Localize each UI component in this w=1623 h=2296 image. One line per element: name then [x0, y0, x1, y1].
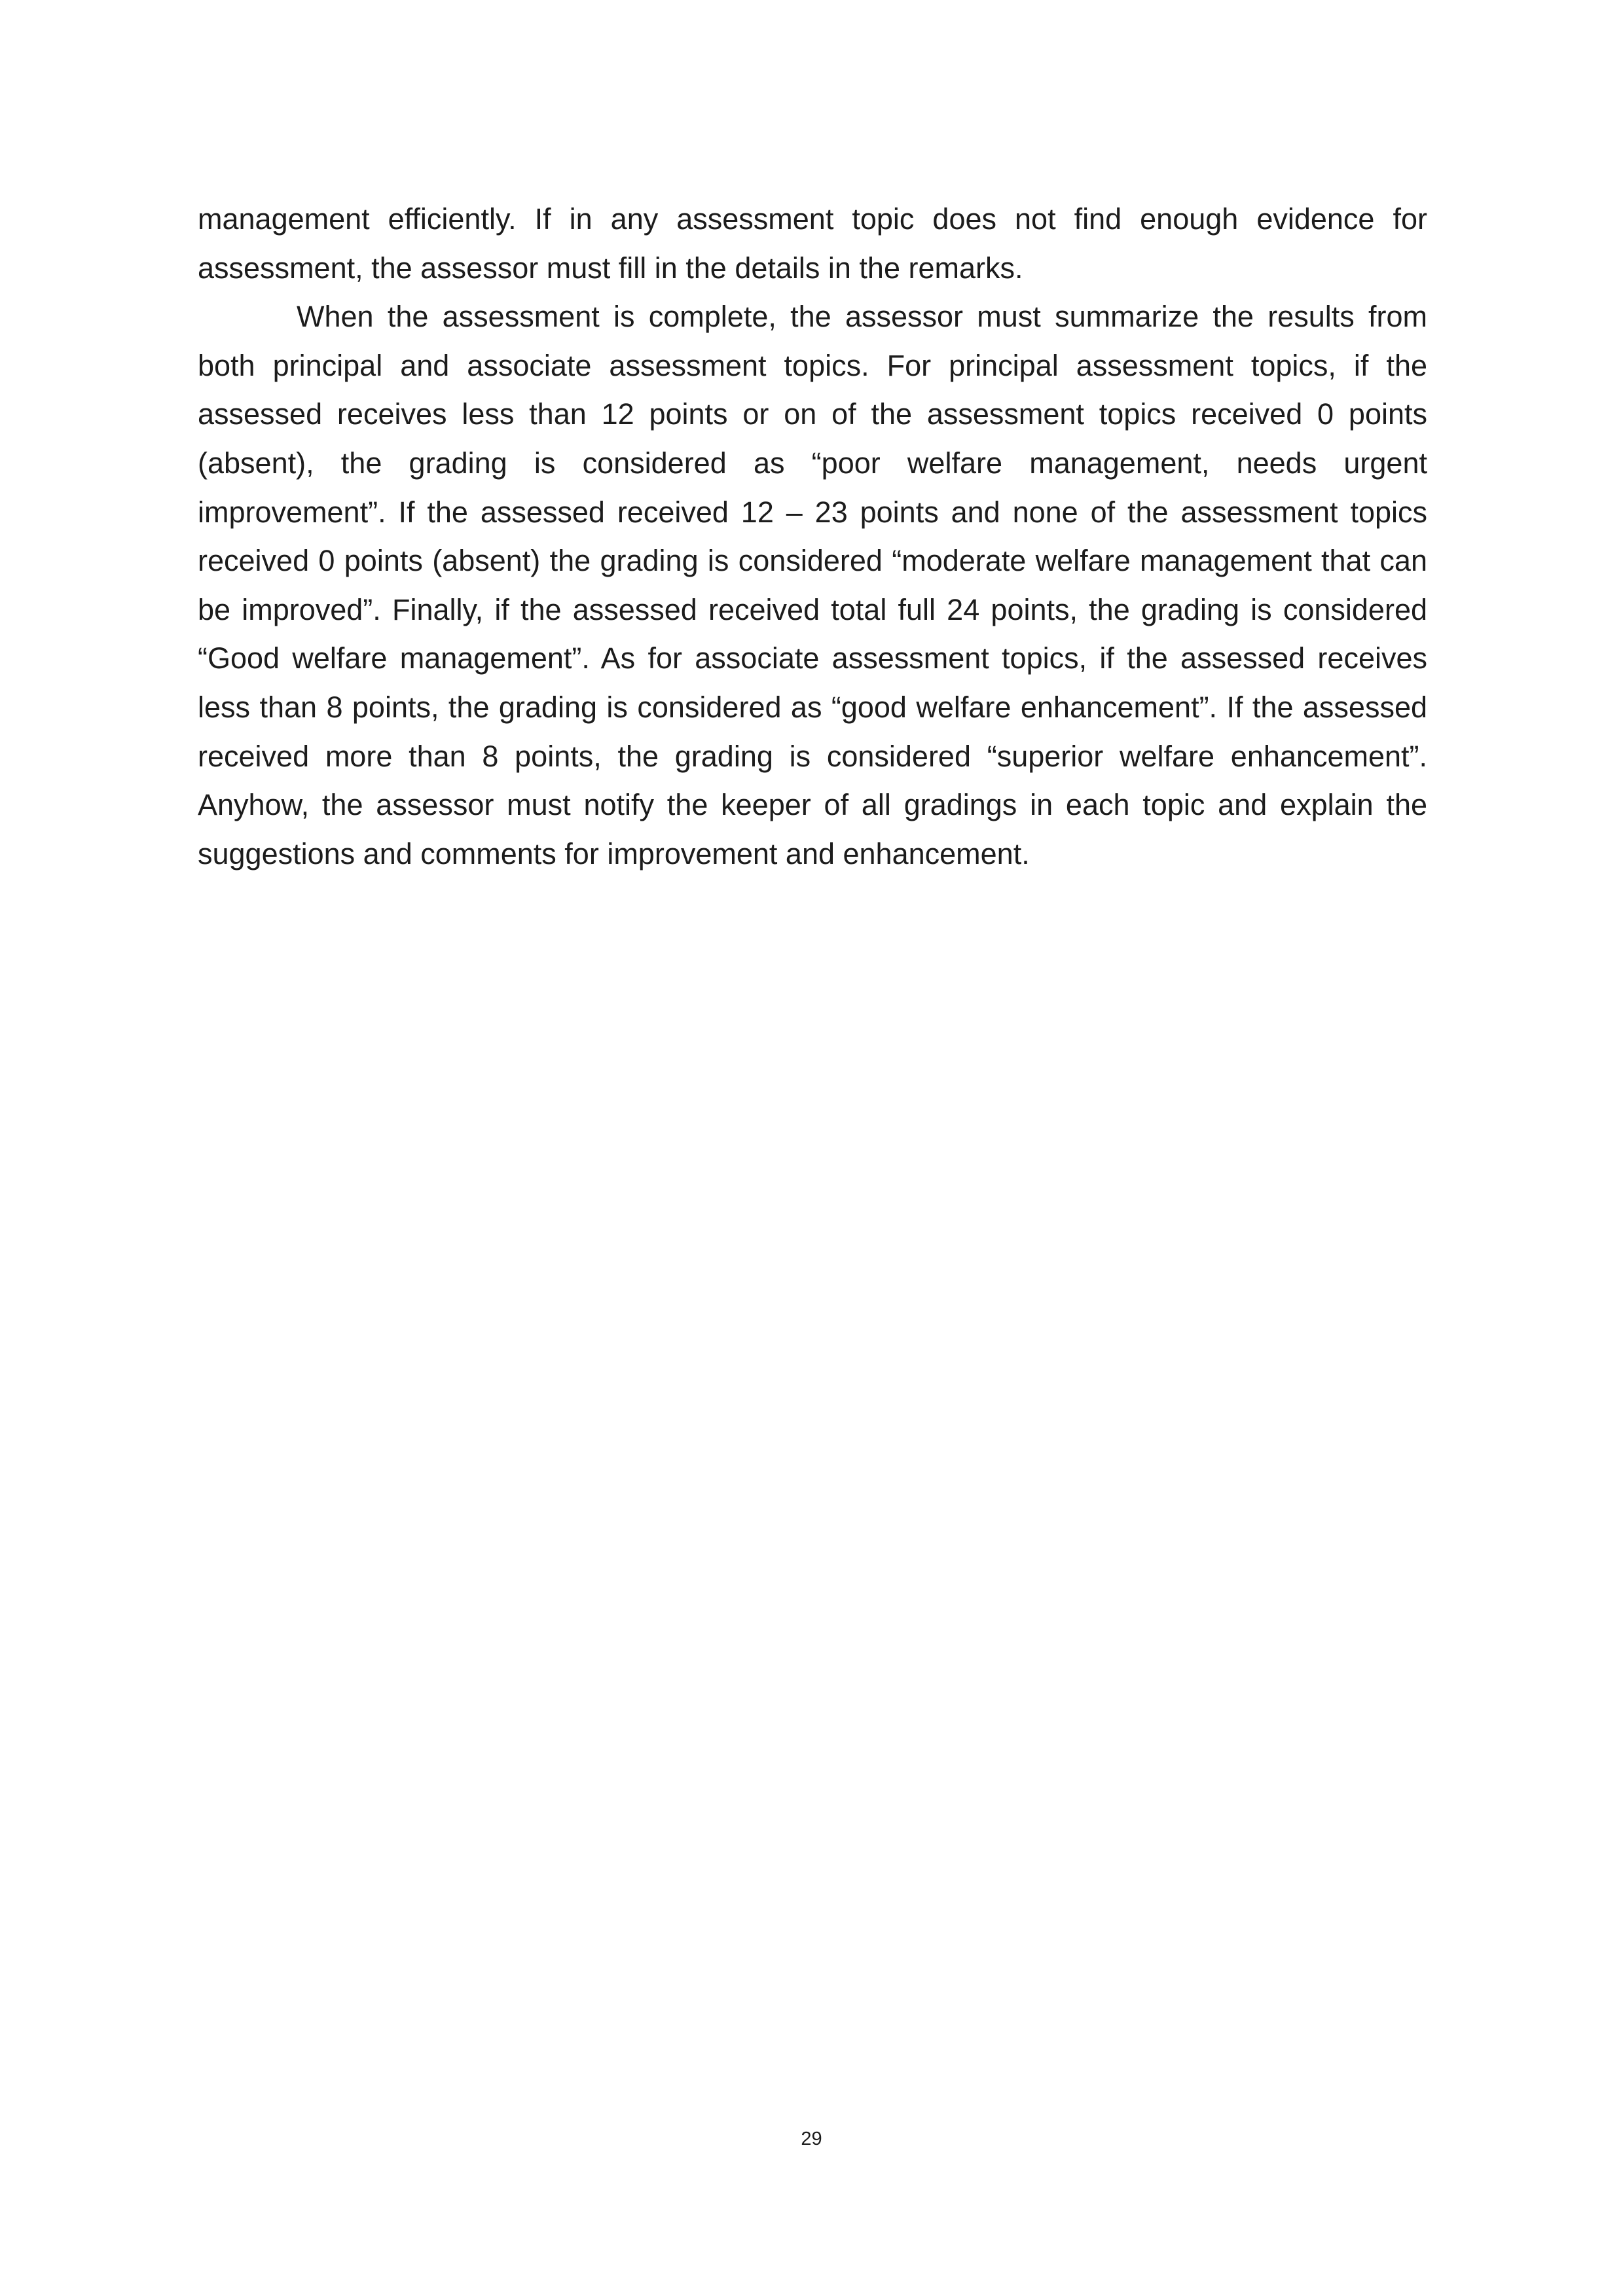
paragraph-continuation: management efficiently. If in any assessment topic does not find enough evidence for assessment, the assessor must fill in the details in the remarks. [198, 202, 1427, 285]
page-number: 29 [801, 2128, 822, 2149]
body-text [198, 195, 1427, 878]
paragraph-summary-grading: When the assessment is complete, the assessor must summarize the results from both principal and associate assessment topics. For principal assessment topics, if the assessed receives less than 12 points or on of the assessment topics received 0 points (absent), the grading is considered as “poor welfare management, needs urgent improvement”. If the assessed received 12 – 23 points and none of the assessment topics received 0 points (absent) the grading is considered “moderate welfare management that can be improved”. Finally, if the assessed received total full 24 points, the grading is considered “Good welfare management”. As for associate assessment topics, if the assessed receives less than 8 points, the grading is considered as “good welfare enhancement”. If the assessed received more than 8 points, the grading is considered “superior welfare enhancement”. Anyhow, the assessor must notify the keeper of all gradings in each topic and explain the suggestions and comments for improvement and enhancement. [198, 300, 1427, 870]
